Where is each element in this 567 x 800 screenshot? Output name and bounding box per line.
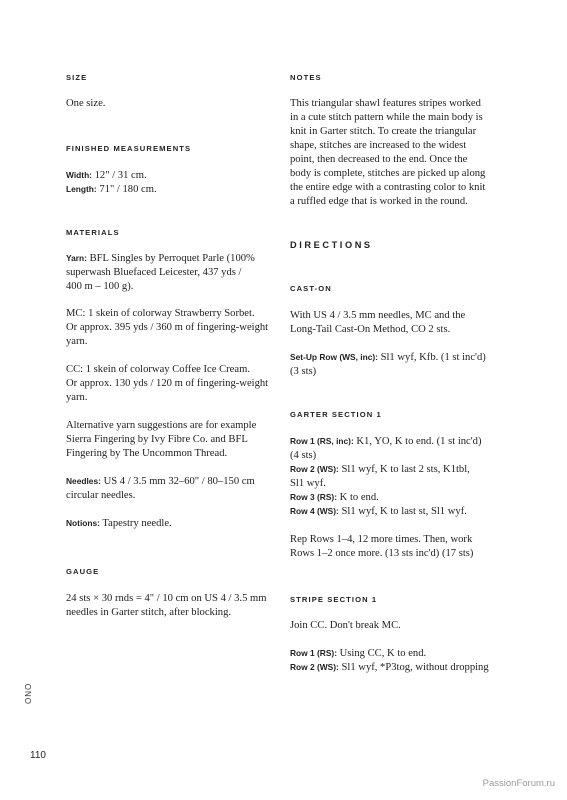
notes-line-2: in a cute stitch pattern while the main body is: [290, 112, 483, 123]
yarn-line-3: 400 m – 100 g).: [66, 281, 134, 292]
garter-row-2-text: Sl1 wyf, K to last 2 sts, K1tbl,: [338, 464, 470, 475]
stripe-row-1-text: Using CC, K to end.: [337, 648, 427, 659]
garter-row-3: [290, 491, 512, 505]
stripe-row-1-label: Row 1 (RS):: [290, 648, 337, 658]
needles-label: Needles:: [66, 476, 101, 486]
needles-text-1: US 4 / 3.5 mm 32–60" / 80–150 cm: [100, 476, 255, 487]
stripe-section-heading: STRIPE SECTION 1: [290, 595, 378, 604]
side-running-label: ONO: [24, 682, 33, 704]
length-value: 71" / 180 cm.: [96, 184, 157, 195]
notes-line-3: knit in Garter stitch. To create the triangular: [290, 126, 477, 137]
notes-line-4: shape, stitches are increased to the widest: [290, 140, 467, 151]
garter-repeat-line-2: Rows 1–2 once more. (13 sts inc'd) (17 sts): [290, 548, 474, 559]
yarn-line-1: [66, 252, 276, 266]
cc-line-1: CC: 1 skein of colorway Coffee Ice Cream.: [66, 364, 250, 375]
gauge-heading: GAUGE: [66, 567, 100, 576]
alt-line-3: Fingering by The Uncommon Thread.: [66, 448, 228, 459]
cc-line-2: Or approx. 130 yds / 120 m of fingering-weight: [66, 378, 269, 389]
gauge-line-2: needles in Garter stitch, after blocking.: [66, 607, 232, 618]
notions-label: Notions:: [66, 518, 100, 528]
notes-line-7: the entire edge with a contrasting color to knit: [290, 182, 486, 193]
width-line: [66, 169, 276, 183]
length-label: Length:: [66, 184, 97, 194]
cast-on-heading: CAST-ON: [290, 284, 332, 293]
size-text: One size.: [66, 98, 106, 109]
notes-heading: NOTES: [290, 73, 322, 82]
garter-row-1-cont: (4 sts): [290, 450, 317, 461]
page-number: 110: [30, 750, 46, 761]
notes-line-1: This triangular shawl features stripes worked: [290, 98, 481, 109]
stripe-row-1: [290, 647, 512, 661]
cast-on-line-1: With US 4 / 3.5 mm needles, MC and the: [290, 310, 466, 321]
yarn-text-1: BFL Singles by Perroquet Parle (100%: [86, 253, 255, 264]
gauge-line-1: 24 sts × 30 rnds = 4" / 10 cm on US 4 / 3.5 mm: [66, 593, 267, 604]
garter-row-2: [290, 463, 512, 477]
length-line: [66, 183, 276, 197]
notes-line-6: body is complete, stitches are picked up along: [290, 168, 486, 179]
notes-line-8: a ruffled edge that is worked in the round.: [290, 196, 468, 207]
width-value: 12" / 31 cm.: [91, 170, 147, 181]
needles-line-1: [66, 475, 276, 489]
yarn-line-2: superwash Bluefaced Leicester, 437 yds /: [66, 267, 242, 278]
set-up-row-text: Sl1 wyf, Kfb. (1 st inc'd): [377, 352, 486, 363]
cast-on-line-2: Long-Tail Cast-On Method, CO 2 sts.: [290, 324, 451, 335]
finished-measurements-heading: FINISHED MEASUREMENTS: [66, 144, 192, 153]
stripe-row-2-label: Row 2 (WS):: [290, 662, 339, 672]
garter-row-2-label: Row 2 (WS):: [290, 464, 339, 474]
garter-row-3-label: Row 3 (RS):: [290, 492, 337, 502]
garter-section-heading: GARTER SECTION 1: [290, 410, 382, 419]
set-up-row-cont: (3 sts): [290, 366, 317, 377]
stripe-join-line: Join CC. Don't break MC.: [290, 620, 401, 631]
materials-heading: MATERIALS: [66, 228, 120, 237]
cc-line-3: yarn.: [66, 392, 88, 403]
mc-line-1: MC: 1 skein of colorway Strawberry Sorbet.: [66, 308, 255, 319]
directions-heading: DIRECTIONS: [290, 240, 373, 250]
alt-line-1: Alternative yarn suggestions are for example: [66, 420, 257, 431]
notions-line: [66, 517, 276, 531]
garter-row-1-text: K1, YO, K to end. (1 st inc'd): [353, 436, 482, 447]
notions-value: Tapestry needle.: [99, 518, 172, 529]
set-up-row-line: [290, 351, 512, 365]
stripe-row-2-text: Sl1 wyf, *P3tog, without dropping: [338, 662, 489, 673]
mc-line-3: yarn.: [66, 336, 88, 347]
garter-repeat-line-1: Rep Rows 1–4, 12 more times. Then, work: [290, 534, 473, 545]
stripe-row-2: [290, 661, 512, 675]
garter-row-1-label: Row 1 (RS, inc):: [290, 436, 354, 446]
garter-row-2-cont: Sl1 wyf.: [290, 478, 326, 489]
needles-line-2: circular needles.: [66, 490, 136, 501]
garter-row-4: [290, 505, 512, 519]
notes-line-5: point, then decreased to the end. Once the: [290, 154, 468, 165]
garter-row-4-label: Row 4 (WS):: [290, 506, 339, 516]
watermark: PassionForum.ru: [482, 778, 555, 789]
mc-line-2: Or approx. 395 yds / 360 m of fingering-weight: [66, 322, 269, 333]
garter-row-3-text: K to end.: [337, 492, 379, 503]
size-heading: SIZE: [66, 73, 88, 82]
yarn-label: Yarn:: [66, 253, 87, 263]
width-label: Width:: [66, 170, 92, 180]
garter-row-1: [290, 435, 512, 449]
garter-row-4-text: Sl1 wyf, K to last st, Sl1 wyf.: [338, 506, 467, 517]
alt-line-2: Sierra Fingering by Ivy Fibre Co. and BFL: [66, 434, 248, 445]
set-up-row-label: Set-Up Row (WS, inc):: [290, 352, 378, 362]
